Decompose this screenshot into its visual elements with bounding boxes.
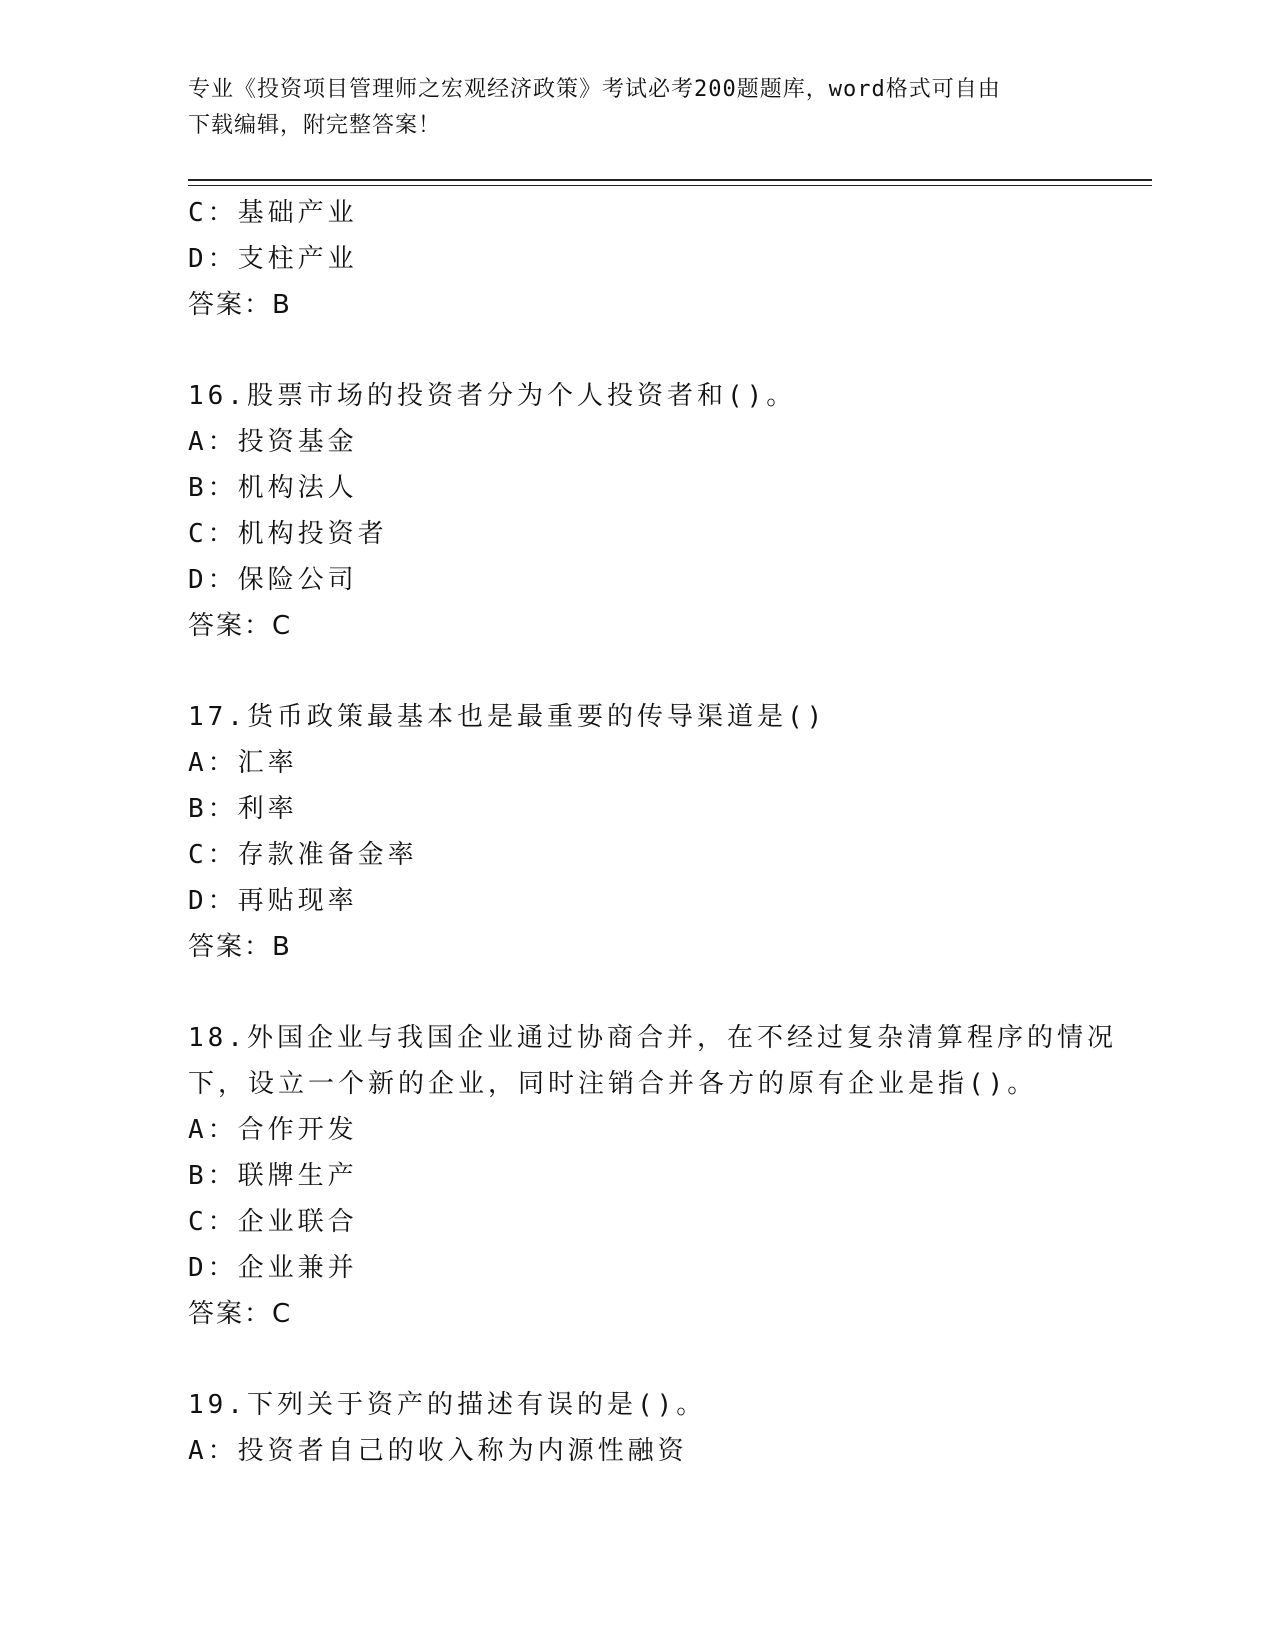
question-text: 16.股票市场的投资者分为个人投资者和()。 [188,381,797,411]
option-c: C：存款准备金率 [188,840,418,870]
option-d: D：保险公司 [188,565,358,595]
header-rule-thin [188,185,1152,186]
question-text-line-1: 18.外国企业与我国企业通过协商合并，在不经过复杂清算程序的情况 [188,1023,1117,1053]
option-c: C：企业联合 [188,1207,358,1237]
option-d: D：企业兼并 [188,1253,358,1283]
option-a: A：汇率 [188,748,298,778]
header-rule-thick [188,179,1152,181]
option-a: A：合作开发 [188,1115,358,1145]
question-text: 19.下列关于资产的描述有误的是()。 [188,1390,707,1420]
answer-line: 答案：B [188,290,292,320]
question-block-16 [188,373,1088,649]
question-block-17 [188,694,1088,970]
answer-line: 答案：B [188,932,292,962]
answer-line: 答案：C [188,1299,293,1329]
option-c: C：机构投资者 [188,519,388,549]
option-b: B：联牌生产 [188,1161,358,1191]
option-d: D：支柱产业 [188,244,358,274]
question-block-18 [188,1015,1117,1337]
header-line-2: 下载编辑，附完整答案！ [188,113,442,138]
option-b: B：利率 [188,794,298,824]
question-block-19 [188,1382,1088,1474]
document-header [188,72,1068,144]
option-b: B：机构法人 [188,473,358,503]
question-block-15 [188,190,1088,328]
question-text: 17.货币政策最基本也是最重要的传导渠道是() [188,702,827,732]
option-a: A：投资者自己的收入称为内源性融资 [188,1436,688,1466]
option-c: C：基础产业 [188,198,358,228]
option-d: D：再贴现率 [188,886,358,916]
answer-line: 答案：C [188,611,293,641]
header-line-1: 专业《投资项目管理师之宏观经济政策》考试必考200题题库，word格式可自由 [188,77,1001,102]
question-text-line-2: 下，设立一个新的企业，同时注销合并各方的原有企业是指()。 [188,1069,1038,1099]
option-a: A：投资基金 [188,427,358,457]
document-body [188,190,1117,1474]
